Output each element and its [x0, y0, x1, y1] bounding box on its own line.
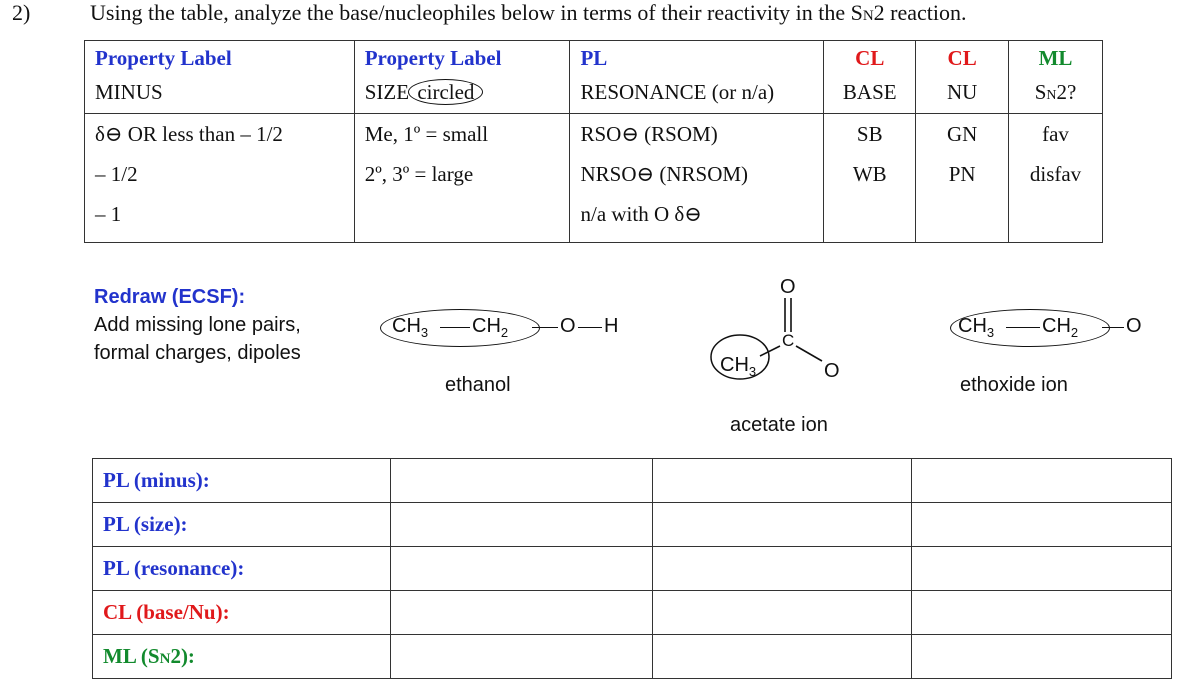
- header-label: Property Label: [364, 46, 502, 70]
- header-resonance: [570, 41, 824, 114]
- redraw-block: [94, 283, 301, 367]
- answer-row: [93, 459, 1172, 503]
- table-cell-value: GN: [946, 122, 978, 147]
- table-cell-value: Me, 1º = small: [364, 122, 489, 147]
- redraw-title: Redraw (ECSF):: [94, 286, 246, 308]
- table-cell-value: SB: [856, 122, 883, 147]
- table-cell-value: n/a with O δ⊖: [580, 202, 702, 227]
- acetate-c: C: [782, 331, 795, 350]
- question-number: 2): [12, 0, 31, 25]
- ethoxide-structure: [950, 306, 1150, 350]
- sn2-sub: N: [1046, 88, 1057, 103]
- ethanol-h: H: [604, 315, 619, 337]
- question-text: [90, 0, 967, 26]
- table-cell-value: disfav: [1029, 162, 1082, 187]
- cell-resonance: [570, 114, 824, 243]
- ethanol-bond-1: [440, 327, 470, 328]
- header-size: [354, 41, 570, 114]
- answer-row: [93, 591, 1172, 635]
- answer-row: [93, 503, 1172, 547]
- ethoxide-ch3: [958, 315, 994, 340]
- header-sublabel: [1019, 75, 1092, 109]
- circled-word: circled: [408, 79, 483, 105]
- answer-table: [92, 458, 1172, 679]
- ethanol-ch3-sub: 3: [420, 325, 429, 340]
- header-label: Property Label: [95, 46, 232, 70]
- answer-cell-ethanol[interactable]: [390, 591, 652, 635]
- row-label-pl-minus: PL (minus):: [93, 459, 391, 503]
- ethoxide-ch3-sub: 3: [986, 325, 995, 340]
- acetate-o-right: O: [824, 360, 840, 382]
- sn2-end: 2?: [1056, 80, 1077, 104]
- size-label: SIZE: [364, 80, 415, 104]
- answer-cell-ethoxide[interactable]: [912, 635, 1172, 679]
- ethanol-structure: [380, 306, 630, 350]
- ethanol-ch2: [472, 315, 508, 340]
- ethoxide-ch3-text: CH: [958, 315, 987, 337]
- answer-cell-acetate[interactable]: [652, 503, 912, 547]
- ethanol-ch3: [392, 315, 428, 340]
- ml-label-start: ML (S: [103, 644, 160, 668]
- row-label-pl-size: PL (size):: [93, 503, 391, 547]
- header-sublabel: BASE: [842, 80, 897, 104]
- header-label: CL: [855, 46, 885, 70]
- table-cell-value: PN: [948, 162, 976, 187]
- ethoxide-bond-1: [1006, 327, 1040, 328]
- header-sublabel: RESONANCE (or n/a): [580, 80, 775, 104]
- row-label-ml-sn2: [93, 635, 391, 679]
- ethoxide-ch2: [1042, 315, 1078, 340]
- answer-cell-acetate[interactable]: [652, 547, 912, 591]
- ethanol-ch3-text: CH: [392, 315, 421, 337]
- acetate-o-top: O: [780, 276, 796, 298]
- row-label-pl-resonance: PL (resonance):: [93, 547, 391, 591]
- sn2-s: S: [1034, 80, 1047, 104]
- ethoxide-o: O: [1126, 315, 1142, 337]
- ethoxide-ch2-sub: 2: [1070, 325, 1079, 340]
- header-label: ML: [1038, 46, 1073, 70]
- header-sublabel: NU: [946, 80, 978, 104]
- answer-cell-ethanol[interactable]: [390, 635, 652, 679]
- acetate-ch3: [720, 354, 756, 379]
- answer-cell-acetate[interactable]: [652, 635, 912, 679]
- table-cell-value: fav: [1042, 122, 1069, 147]
- ethanol-bond-3: [578, 327, 602, 328]
- question-text-end: 2 reaction.: [873, 0, 967, 25]
- answer-row: [93, 635, 1172, 679]
- answer-cell-ethanol[interactable]: [390, 547, 652, 591]
- header-sn2: [1009, 41, 1103, 114]
- ml-label-end: 2):: [170, 644, 195, 668]
- answer-cell-ethoxide[interactable]: [912, 547, 1172, 591]
- answer-cell-ethoxide[interactable]: [912, 503, 1172, 547]
- ethanol-label: ethanol: [445, 374, 511, 396]
- answer-cell-ethoxide[interactable]: [912, 459, 1172, 503]
- cell-minus: [85, 114, 355, 243]
- answer-row: [93, 547, 1172, 591]
- cell-sn2: [1009, 114, 1103, 243]
- table-body-row: [85, 114, 1103, 243]
- header-base: [824, 41, 916, 114]
- table-cell-value: WB: [852, 162, 887, 187]
- acetate-ch3-sub: 3: [748, 364, 757, 379]
- answer-cell-ethanol[interactable]: [390, 459, 652, 503]
- table-cell-value: δ⊖ OR less than – 1/2: [95, 122, 283, 147]
- redraw-line-2: formal charges, dipoles: [94, 342, 301, 364]
- header-sublabel: [365, 75, 560, 109]
- cell-base: [824, 114, 916, 243]
- answer-cell-acetate[interactable]: [652, 591, 912, 635]
- table-cell-value: NRSO⊖ (NRSOM): [580, 162, 749, 187]
- header-nu: [916, 41, 1009, 114]
- ethanol-ch2-sub: 2: [500, 325, 509, 340]
- ethanol-ch2-text: CH: [472, 315, 501, 337]
- acetate-label: acetate ion: [730, 414, 828, 436]
- table-cell-value: – 1/2: [95, 162, 138, 187]
- reference-table: [84, 40, 1103, 243]
- row-label-cl-base-nu: CL (base/Nu):: [93, 591, 391, 635]
- cell-size: [354, 114, 570, 243]
- header-minus: [85, 41, 355, 114]
- question-text-sub: N: [862, 8, 874, 24]
- table-cell-value: 2º, 3º = large: [364, 162, 474, 187]
- acetate-ch3-text: CH: [720, 354, 749, 376]
- ml-label-sub: N: [159, 651, 171, 667]
- header-label: PL: [580, 46, 608, 70]
- question-text-main: Using the table, analyze the base/nucleophiles below in terms of their reactivity in the S: [90, 0, 863, 25]
- ethanol-bond-2: [532, 327, 558, 328]
- acetate-structure: [700, 276, 860, 386]
- header-label: CL: [947, 46, 977, 70]
- answer-cell-acetate[interactable]: [652, 459, 912, 503]
- table-cell-value: RSO⊖ (RSOM): [580, 122, 718, 147]
- answer-cell-ethoxide[interactable]: [912, 591, 1172, 635]
- table-cell-value: – 1: [95, 202, 122, 227]
- cell-nu: [916, 114, 1009, 243]
- header-sublabel: MINUS: [95, 80, 163, 104]
- redraw-line-1: Add missing lone pairs,: [94, 314, 301, 336]
- table-header-row: [85, 41, 1103, 114]
- ethoxide-label: ethoxide ion: [960, 374, 1068, 396]
- ethoxide-ch2-text: CH: [1042, 315, 1071, 337]
- ethanol-o: O: [560, 315, 576, 337]
- ethoxide-bond-2: [1102, 327, 1124, 328]
- answer-cell-ethanol[interactable]: [390, 503, 652, 547]
